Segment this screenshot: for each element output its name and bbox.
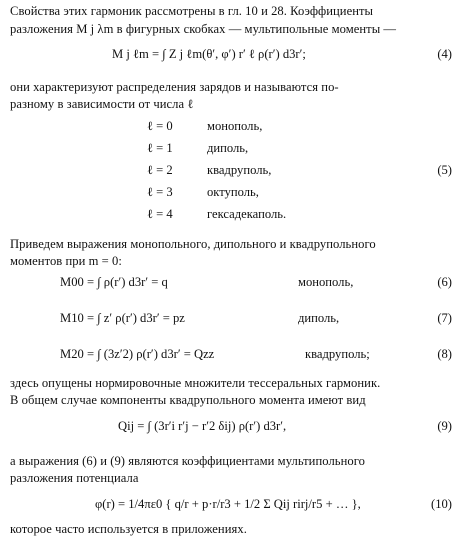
equation-10: φ(r) = 1/4πε0 { q/r + p·r/r3 + 1/2 Σ Qij rirj/r5 + … }, <box>95 497 361 511</box>
multipole-name: гексадекаполь. <box>207 207 287 221</box>
paragraph-2-line-1: они характеризуют распределения зарядов и называются по- <box>10 80 339 94</box>
paragraph-5-line-2: разложения потенциала <box>10 471 139 485</box>
equation-6: M00 = ∫ ρ(r′) d3r′ = q <box>60 275 168 289</box>
multipole-row-2 <box>147 163 272 179</box>
multipole-row-0 <box>147 119 263 135</box>
ell-value: ℓ = 0 <box>147 119 173 133</box>
paragraph-3-line-1: Приведем выражения монопольного, дипольного и квадрупольного <box>10 237 376 251</box>
paragraph-2-line-2: разному в зависимости от числа ℓ <box>10 97 194 111</box>
multipole-name: монополь, <box>207 119 263 133</box>
equation-7-label: диполь, <box>298 311 340 325</box>
multipole-name: квадруполь, <box>207 163 272 177</box>
ell-value: ℓ = 4 <box>147 207 173 221</box>
ell-value: ℓ = 3 <box>147 185 173 199</box>
equation-number-4: (4) <box>437 47 452 61</box>
equation-number-5: (5) <box>437 163 452 177</box>
equation-number-6: (6) <box>437 275 452 289</box>
multipole-row-1 <box>147 141 249 157</box>
paragraph-4-line-2: В общем случае компоненты квадрупольного момента имеют вид <box>10 393 366 407</box>
equation-number-10: (10) <box>431 497 452 511</box>
paragraph-5-line-1: а выражения (6) и (9) являются коэффициентами мультипольного <box>10 454 365 468</box>
equation-number-9: (9) <box>437 419 452 433</box>
multipole-row-4 <box>147 207 287 223</box>
ell-value: ℓ = 1 <box>147 141 173 155</box>
equation-number-8: (8) <box>437 347 452 361</box>
equation-6-label: монополь, <box>298 275 354 289</box>
ell-value: ℓ = 2 <box>147 163 173 177</box>
multipole-row-3 <box>147 185 259 201</box>
equation-7: M10 = ∫ z′ ρ(r′) d3r′ = pz <box>60 311 185 325</box>
paragraph-1-line-2: разложения M j λm в фигурных скобках — мультипольные моменты — <box>10 22 397 36</box>
equation-9: Qij = ∫ (3r′i r′j − r′2 δij) ρ(r′) d3r′, <box>118 419 287 433</box>
equation-4: M j ℓm = ∫ Z j ℓm(θ′, φ′) r′ ℓ ρ(r′) d3r′; <box>112 47 306 61</box>
equation-number-7: (7) <box>437 311 452 325</box>
paragraph-4-line-1: здесь опущены нормировочные множители тессеральных гармоник. <box>10 376 381 390</box>
paragraph-3-line-2: моментов при m = 0: <box>10 254 122 268</box>
equation-8: M20 = ∫ (3z′2) ρ(r′) d3r′ = Qzz <box>60 347 215 361</box>
equation-8-label: квадруполь; <box>305 347 370 361</box>
paragraph-6-line-1: которое часто используется в приложениях. <box>10 522 247 536</box>
paragraph-1-line-1: Свойства этих гармоник рассмотрены в гл. 10 и 28. Коэффициенты <box>10 4 374 18</box>
multipole-name: октуполь, <box>207 185 259 199</box>
multipole-name: диполь, <box>207 141 249 155</box>
